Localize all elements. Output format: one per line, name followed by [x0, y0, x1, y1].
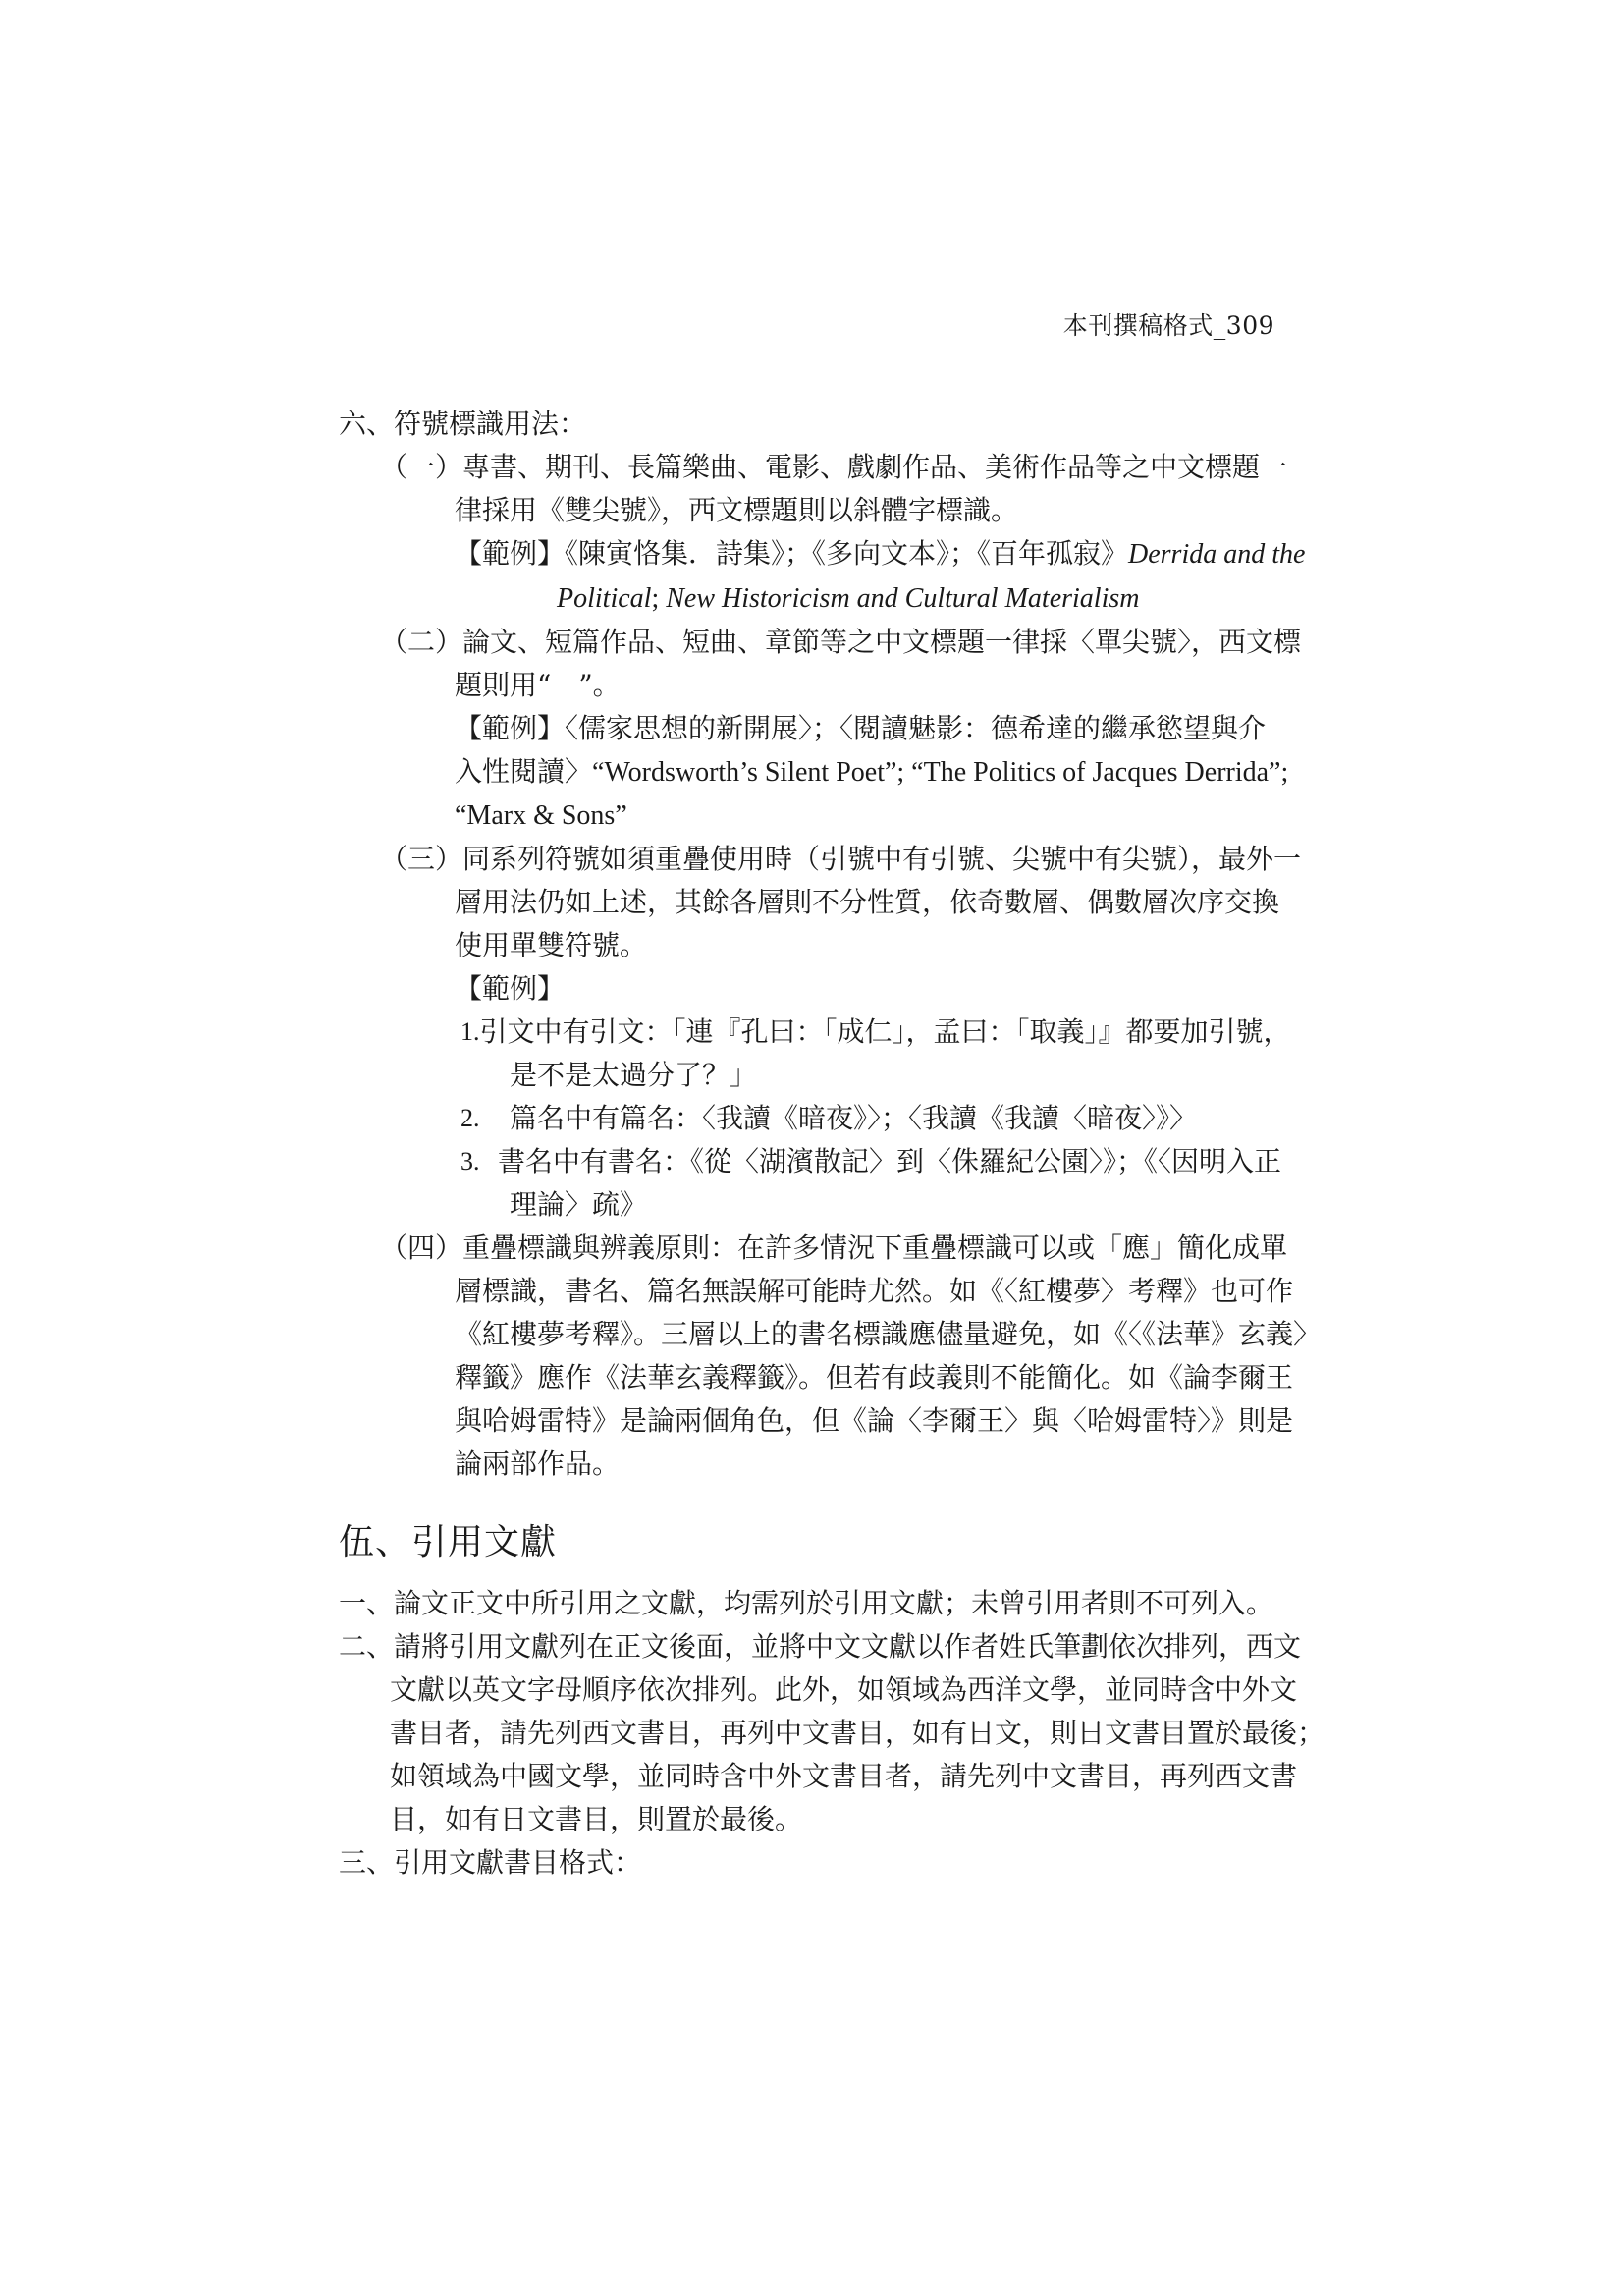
item-2-line-1: （二）論文、短篇作品、短曲、章節等之中文標題一律採〈單尖號〉，西文標 [380, 626, 1302, 658]
example-zh-titles: 【範例】《陳寅恪集．詩集》；《多向文本》；《百年孤寂》 [455, 537, 1129, 570]
example-3-cont: 理論〉疏》 [510, 1188, 648, 1221]
section-heading-5: 伍、引用文獻 [339, 1522, 558, 1562]
example-zh-cont: 入性閱讀〉 [455, 755, 593, 788]
example-text: 篇名中有篇名：〈我讀《暗夜》〉；〈我讀《我讀〈暗夜〉》〉 [510, 1102, 1198, 1134]
ref-item-1: 一、論文正文中所引用之文獻，均需列於引用文獻；未曾引用者則不可列入。 [339, 1587, 1274, 1619]
ref-item-2-line-4: 如領域為中國文學，並同時含中外文書目者，請先列中文書目，再列西文書 [390, 1760, 1298, 1792]
item-2-line-2: 題則用“ ”。 [455, 669, 621, 701]
item-4-line-3: 《紅樓夢考釋》。三層以上的書名標識應儘量避免，如《〈《法華》玄義〉 [455, 1318, 1322, 1350]
example-text: 書名中有書名：《從〈湖濱散記〉到〈侏羅紀公園〉》；《〈因明入正 [497, 1145, 1281, 1177]
example-separator: ; [651, 583, 667, 614]
item-1-example-line-2 [557, 576, 1281, 621]
item-4-line-5: 與哈姆雷特》是論兩個角色，但《論〈李爾王〉與〈哈姆雷特〉》則是 [455, 1404, 1294, 1437]
item-1-line-1: （一）專書、期刊、長篇樂曲、電影、戲劇作品、美術作品等之中文標題一 [380, 451, 1288, 483]
item-4-line-6: 論兩部作品。 [455, 1448, 621, 1480]
ref-item-3: 三、引用文獻書目格式： [339, 1846, 642, 1879]
example-en-title-1a: Derrida and the [1128, 539, 1306, 570]
example-en-titles: “Wordsworth’s Silent Poet”; “The Politics of Jacques Derrida”; [592, 757, 1289, 788]
example-number: 3. [460, 1147, 480, 1175]
example-number: 2. [460, 1104, 480, 1132]
example-2 [460, 1097, 1281, 1140]
ref-item-2-line-5: 目，如有日文書目，則置於最後。 [390, 1803, 803, 1835]
item-2-example-line-2 [455, 750, 1289, 794]
item-3-line-3: 使用單雙符號。 [455, 929, 648, 961]
item-3-line-1: （三）同系列符號如須重疊使用時（引號中有引號、尖號中有尖號），最外一 [380, 843, 1302, 875]
item-4-line-1: （四）重疊標識與辨義原則：在許多情況下重疊標識可以或「應」簡化成單 [380, 1231, 1288, 1264]
example-1 [460, 1011, 1291, 1054]
example-en-title-2: New Historicism and Cultural Materialism [666, 583, 1140, 614]
item-3-line-2: 層用法仍如上述，其餘各層則不分性質，依奇數層、偶數層次序交換 [455, 886, 1280, 918]
example-en-title-1b: Political [557, 583, 652, 614]
example-text: 引文中有引文：「連『孔曰：「成仁」，孟曰：「取義」』都要加引號， [479, 1015, 1291, 1048]
example-number: 1. [460, 1017, 480, 1046]
running-head: 本刊撰稿格式_309 [1062, 311, 1274, 340]
page-body [339, 403, 1325, 1885]
item-2-example-line-1: 【範例】〈儒家思想的新開展〉；〈閱讀魅影：德希達的繼承慾望與介 [455, 712, 1267, 744]
ref-item-2-line-3: 書目者，請先列西文書目，再列中文書目，如有日文，則日文書目置於最後； [390, 1717, 1325, 1749]
example-3 [460, 1140, 1281, 1183]
item-4-line-4: 釋籤》應作《法華玄義釋籤》。但若有歧義則不能簡化。如《論李爾王 [455, 1361, 1294, 1394]
item-4-line-2: 層標識，書名、篇名無誤解可能時尤然。如《〈紅樓夢〉考釋》也可作 [455, 1275, 1294, 1307]
ref-item-2-line-2: 文獻以英文字母順序依次排列。此外，如領域為西洋文學，並同時含中外文 [390, 1673, 1298, 1706]
item-1-line-2: 律採用《雙尖號》，西文標題則以斜體字標識。 [455, 494, 1019, 526]
item-3-example-label: 【範例】 [455, 972, 566, 1005]
item-2-example-line-3: “Marx & Sons” [455, 800, 627, 831]
section-heading-6: 六、符號標識用法： [339, 408, 587, 440]
item-1-example-line-1 [455, 532, 1306, 576]
ref-item-2-line-1: 二、請將引用文獻列在正文後面，並將中文文獻以作者姓氏筆劃依次排列，西文 [339, 1630, 1302, 1663]
example-1-cont: 是不是太過分了？」 [510, 1059, 758, 1091]
